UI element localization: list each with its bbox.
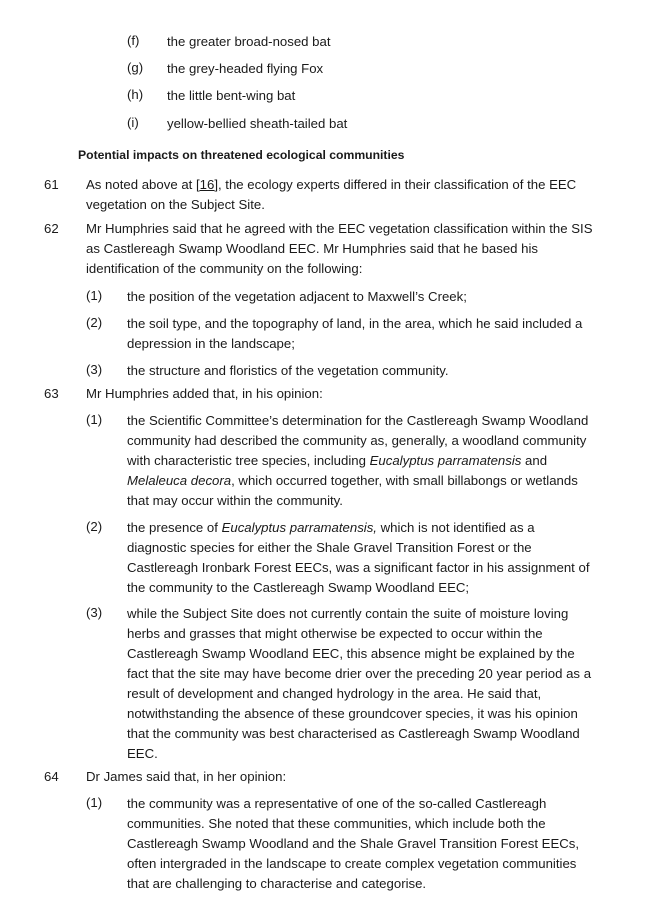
sublist-label: (1) xyxy=(86,795,103,810)
list-item-text: the grey-headed flying Fox xyxy=(167,61,324,76)
paragraph-number-63: 63 xyxy=(44,386,59,401)
sublist-text: the soil type, and the topography of land, in the area, which he said included a xyxy=(127,316,583,331)
paragraph-number-64: 64 xyxy=(44,769,59,784)
paragraph-number-61: 61 xyxy=(44,177,59,192)
sublist-text: notwithstanding the absence of these groundcover species, it was his opinion xyxy=(127,706,578,721)
section-heading: Potential impacts on threatened ecological communities xyxy=(78,148,405,162)
sublist-text: that may occur within the community. xyxy=(127,493,343,508)
sublist-text: the community was a representative of one of the so-called Castlereagh xyxy=(127,796,547,811)
sublist-text: the Scientific Committee’s determination for the Castlereagh Swamp Woodland xyxy=(127,413,589,428)
species-name: Eucalyptus parramatensis xyxy=(369,453,522,468)
paragraph-64-line: Dr James said that, in her opinion: xyxy=(86,769,287,784)
sublist-label: (3) xyxy=(86,362,103,377)
list-item-text: yellow-bellied sheath-tailed bat xyxy=(167,116,348,131)
sublist-text: the presence of Eucalyptus parramatensis, which is not identified as a xyxy=(127,520,535,535)
paragraph-61-line: vegetation on the Subject Site. xyxy=(86,197,265,212)
species-name: Melaleuca decora xyxy=(127,473,232,488)
sublist-text: that the community was best characterised as Castlereagh Swamp Woodland xyxy=(127,726,580,741)
sublist-label: (2) xyxy=(86,519,103,534)
sublist-text: while the Subject Site does not currently contain the suite of moisture loving xyxy=(127,606,569,621)
paragraph-62-line: identification of the community on the following: xyxy=(86,261,363,276)
list-label-h: (h) xyxy=(127,87,144,102)
paragraph-number-62: 62 xyxy=(44,221,59,236)
species-name: Eucalyptus parramatensis, xyxy=(221,520,377,535)
sublist-text: the position of the vegetation adjacent to Maxwell’s Creek; xyxy=(127,289,467,304)
sublist-label: (2) xyxy=(86,315,103,330)
list-label-f: (f) xyxy=(127,33,140,48)
list-label-i: (i) xyxy=(127,115,139,130)
sublist-text: Castlereagh Swamp Woodland and the Shale Gravel Transition Forest EECs, xyxy=(127,836,580,851)
sublist-text: Castlereagh Swamp Woodland EEC, this absence might be explained by the xyxy=(127,646,575,661)
paragraph-63-line: Mr Humphries added that, in his opinion: xyxy=(86,386,323,401)
sublist-text: Melaleuca decora, which occurred together, with small billabongs or wetlands xyxy=(127,473,578,488)
sublist-text: that are challenging to characterise and categorise. xyxy=(127,876,427,891)
sublist-text: the structure and floristics of the vegetation community. xyxy=(127,363,449,378)
sublist-label: (1) xyxy=(86,288,103,303)
sublist-text: EEC. xyxy=(127,746,158,761)
sublist-text: the community to the Castlereagh Swamp Woodland EEC; xyxy=(127,580,470,595)
sublist-label: (3) xyxy=(86,605,103,620)
paragraph-62-line: as Castlereagh Swamp Woodland EEC. Mr Humphries said that he based his xyxy=(86,241,539,256)
sublist-text: communities. She noted that these communities, which include both the xyxy=(127,816,546,831)
sublist-text: often intergraded in the landscape to create complex vegetation communities xyxy=(127,856,577,871)
paragraph-61-line: As noted above at [16], the ecology experts differed in their classification of the EEC xyxy=(86,177,577,192)
sublist-text: community had described the community as, generally, a woodland community xyxy=(127,433,587,448)
sublist-text: diagnostic species for either the Shale Gravel Transition Forest or the xyxy=(127,540,532,555)
list-item-text: the little bent-wing bat xyxy=(167,88,296,103)
sublist-text: fact that the site may have become drier over the preceding 20 year period as a xyxy=(127,666,592,681)
sublist-text: depression in the landscape; xyxy=(127,336,295,351)
list-label-g: (g) xyxy=(127,60,144,75)
sublist-text: Castlereagh Ironbark Forest EECs, was a significant factor in his assignment of xyxy=(127,560,590,575)
sublist-text: result of development and changed hydrology in the area. He said that, xyxy=(127,686,542,701)
sublist-text: herbs and grasses that might otherwise be expected to occur within the xyxy=(127,626,543,641)
paragraph-62-line: Mr Humphries said that he agreed with the EEC vegetation classification within the SIS xyxy=(86,221,593,236)
list-item-text: the greater broad-nosed bat xyxy=(167,34,331,49)
sublist-label: (1) xyxy=(86,412,103,427)
sublist-text: with characteristic tree species, including Eucalyptus parramatensis and xyxy=(127,453,548,468)
cross-reference-link[interactable]: [16] xyxy=(195,177,218,192)
